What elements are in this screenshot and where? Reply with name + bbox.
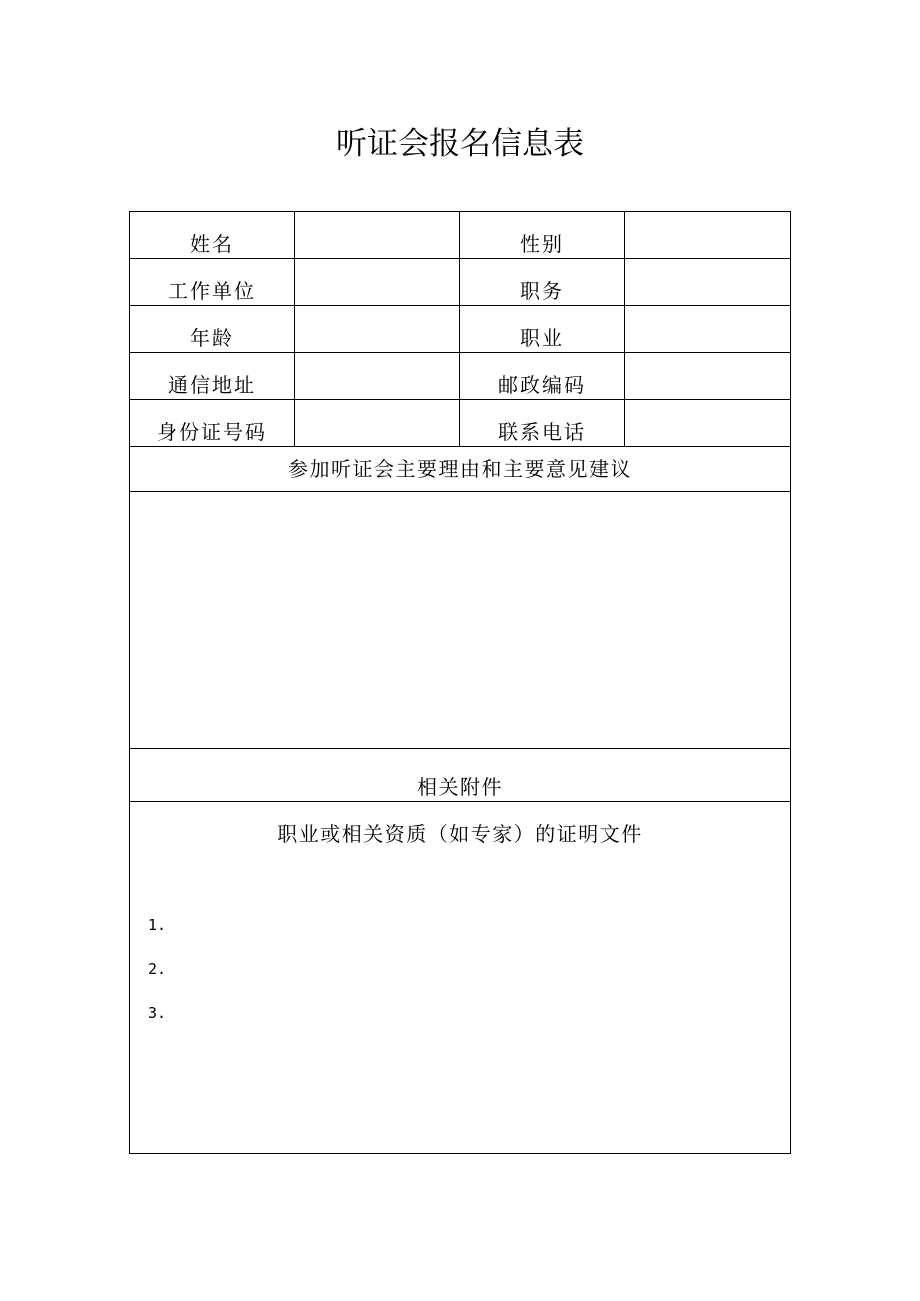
label-postal-code: 邮政编码 [460,353,625,400]
attachments-header: 相关附件 [130,749,791,802]
label-phone: 联系电话 [460,400,625,447]
opinion-row [130,492,791,749]
label-age: 年龄 [130,306,295,353]
form-row-address [130,353,791,400]
opinion-header: 参加听证会主要理由和主要意见建议 [130,447,791,492]
occupation-field[interactable] [625,306,791,353]
label-gender: 性别 [460,212,625,259]
phone-field[interactable] [625,400,791,447]
attachment-item-1[interactable]: 1. [148,916,167,934]
label-address: 通信地址 [130,353,295,400]
label-employer: 工作单位 [130,259,295,306]
form-row-id [130,400,791,447]
form-row-employer [130,259,791,306]
id-number-field[interactable] [295,400,460,447]
position-field[interactable] [625,259,791,306]
attachments-row [130,802,791,1154]
attachment-item-3[interactable]: 3. [148,1004,167,1022]
employer-field[interactable] [295,259,460,306]
attachments-header-row [130,749,791,802]
label-occupation: 职业 [460,306,625,353]
form-row-age [130,306,791,353]
attachments-cell[interactable] [130,802,791,1154]
registration-form-table [129,211,791,1154]
opinion-field[interactable] [130,492,791,749]
label-id-number: 身份证号码 [130,400,295,447]
page-title: 听证会报名信息表 [336,126,584,162]
address-field[interactable] [295,353,460,400]
attachment-item-2[interactable]: 2. [148,960,167,978]
attachments-subtitle: 职业或相关资质（如专家）的证明文件 [277,822,643,846]
attachments-list [148,912,166,1044]
label-name: 姓名 [130,212,295,259]
name-field[interactable] [295,212,460,259]
label-position: 职务 [460,259,625,306]
age-field[interactable] [295,306,460,353]
postal-code-field[interactable] [625,353,791,400]
form-row-name [130,212,791,259]
opinion-header-row [130,447,791,492]
gender-field[interactable] [625,212,791,259]
